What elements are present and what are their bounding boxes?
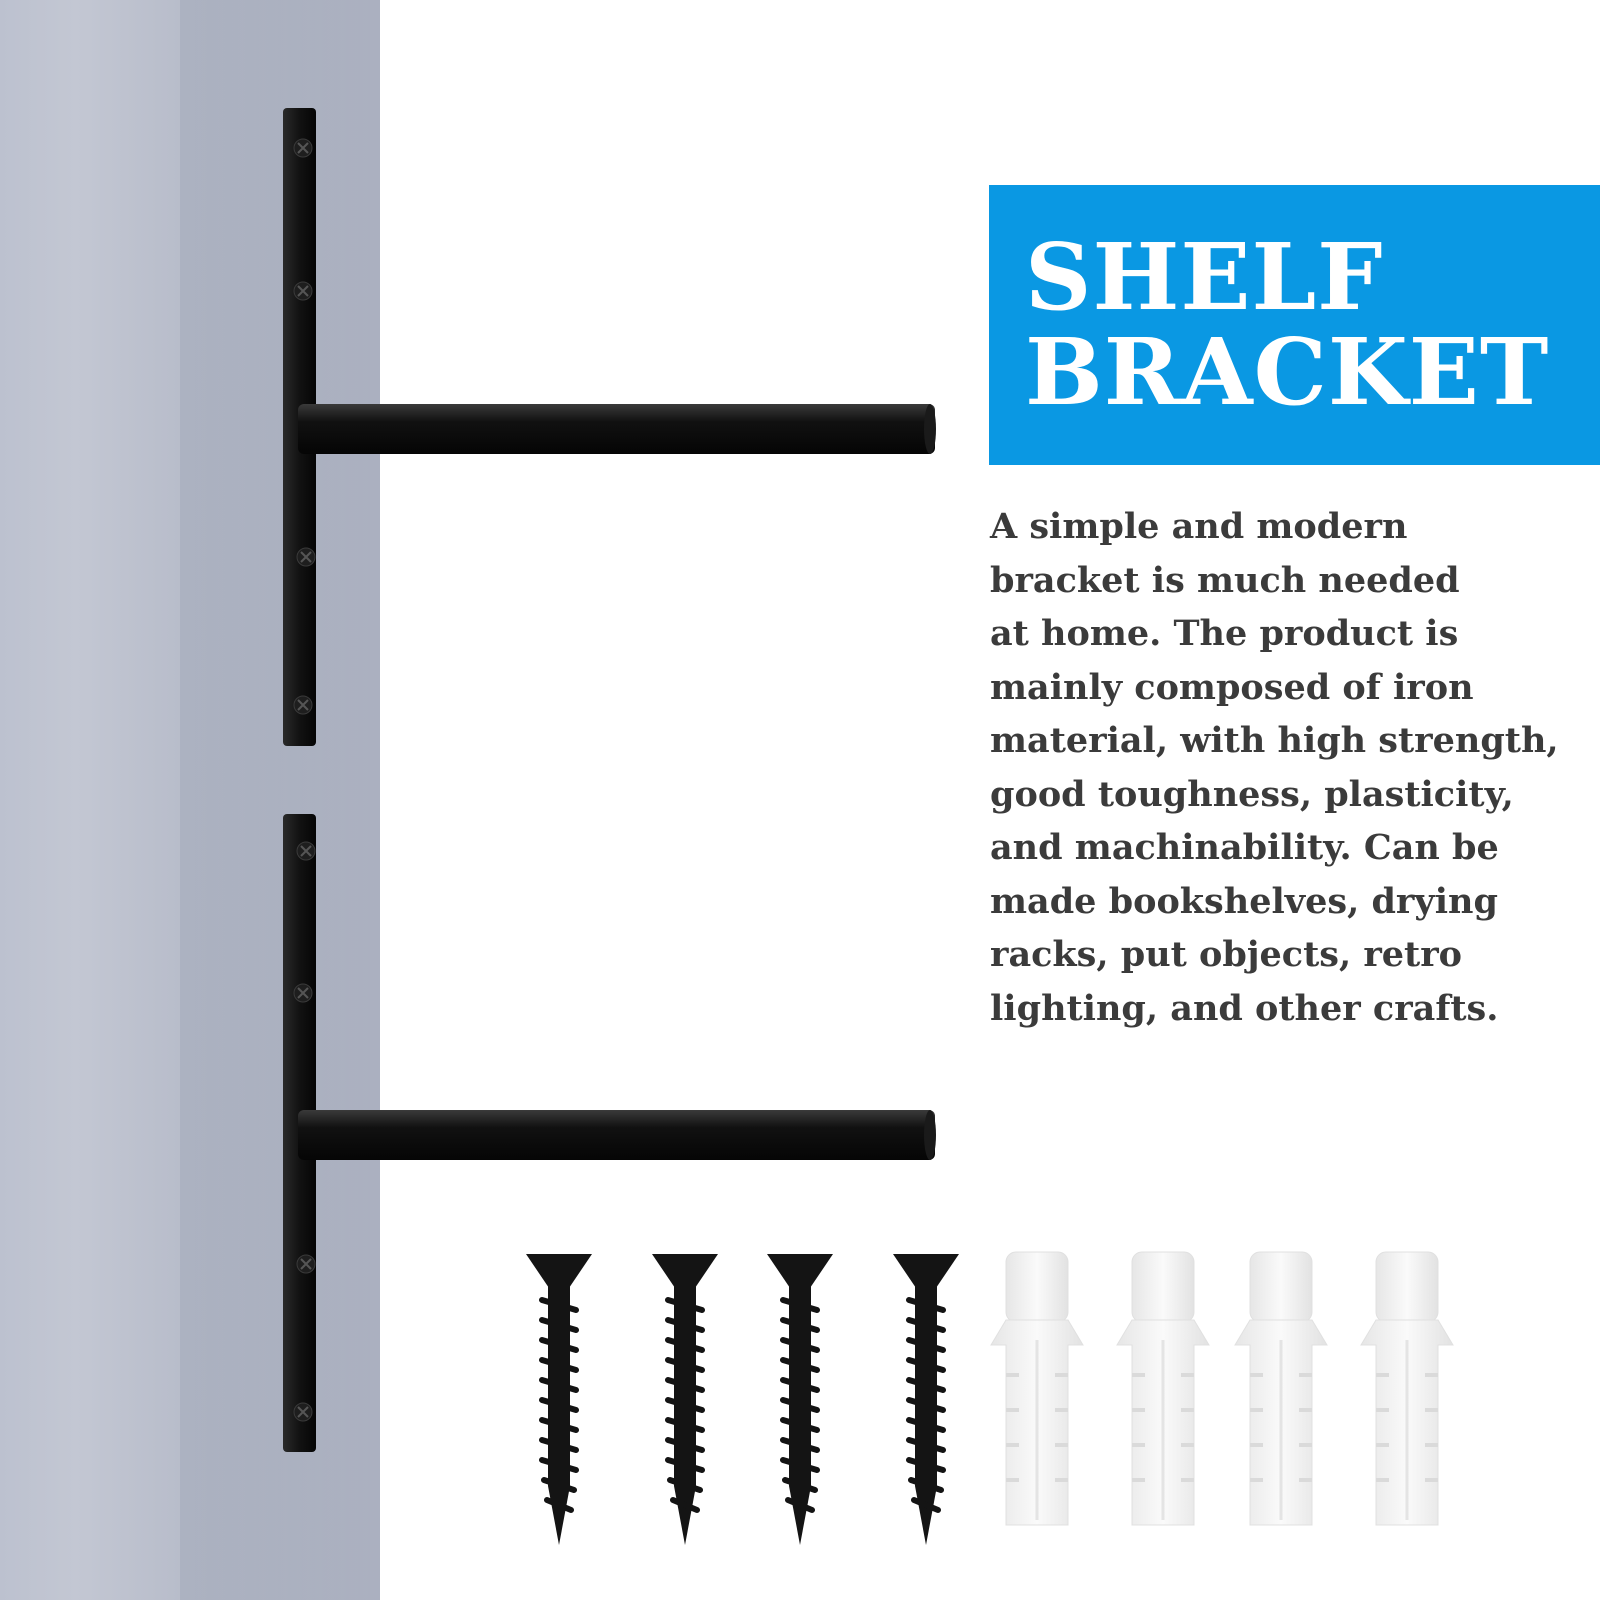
wall-anchor-icon	[1117, 1252, 1209, 1525]
screw-head-icon	[297, 1255, 315, 1273]
screw-head-icon	[294, 984, 312, 1002]
rod-end	[924, 404, 936, 454]
description-line: lighting, and other crafts.	[990, 987, 1499, 1029]
description-line: material, with high strength,	[990, 720, 1559, 761]
description-line: A simple and modern	[990, 506, 1408, 547]
rod-end	[924, 1110, 936, 1160]
description-line: mainly composed of iron	[990, 666, 1474, 708]
description-line: at home. The product is	[990, 613, 1459, 654]
description-line: made bookshelves, drying	[990, 880, 1498, 922]
product-description	[990, 500, 1590, 1035]
description-line: and machinability. Can be	[990, 827, 1499, 868]
screw-head-icon	[294, 1403, 312, 1421]
title-line-2: BRACKET	[1025, 318, 1550, 426]
screw-icon	[652, 1254, 718, 1545]
screw-head-icon	[294, 139, 312, 157]
screw-icon	[526, 1254, 592, 1545]
screw-icon	[893, 1254, 959, 1545]
support-rod	[298, 404, 935, 454]
description-line: racks, put objects, retro	[990, 934, 1462, 975]
wall-anchor-icon	[1235, 1252, 1327, 1525]
screw-head-icon	[297, 548, 315, 566]
screw-head-icon	[297, 842, 315, 860]
support-rod	[298, 1110, 935, 1160]
title-banner	[989, 185, 1600, 465]
bracket-lower	[283, 814, 936, 1452]
screw-head-icon	[294, 696, 312, 714]
description-line: bracket is much needed	[990, 559, 1460, 601]
bracket-upper	[283, 108, 936, 746]
description-line: good toughness, plasticity,	[990, 773, 1514, 815]
title-line-1: SHELF	[1025, 223, 1384, 331]
wall-anchor-icon	[1361, 1252, 1453, 1525]
screw-head-icon	[294, 282, 312, 300]
screw-icon	[767, 1254, 833, 1545]
wall-anchor-icon	[991, 1252, 1083, 1525]
